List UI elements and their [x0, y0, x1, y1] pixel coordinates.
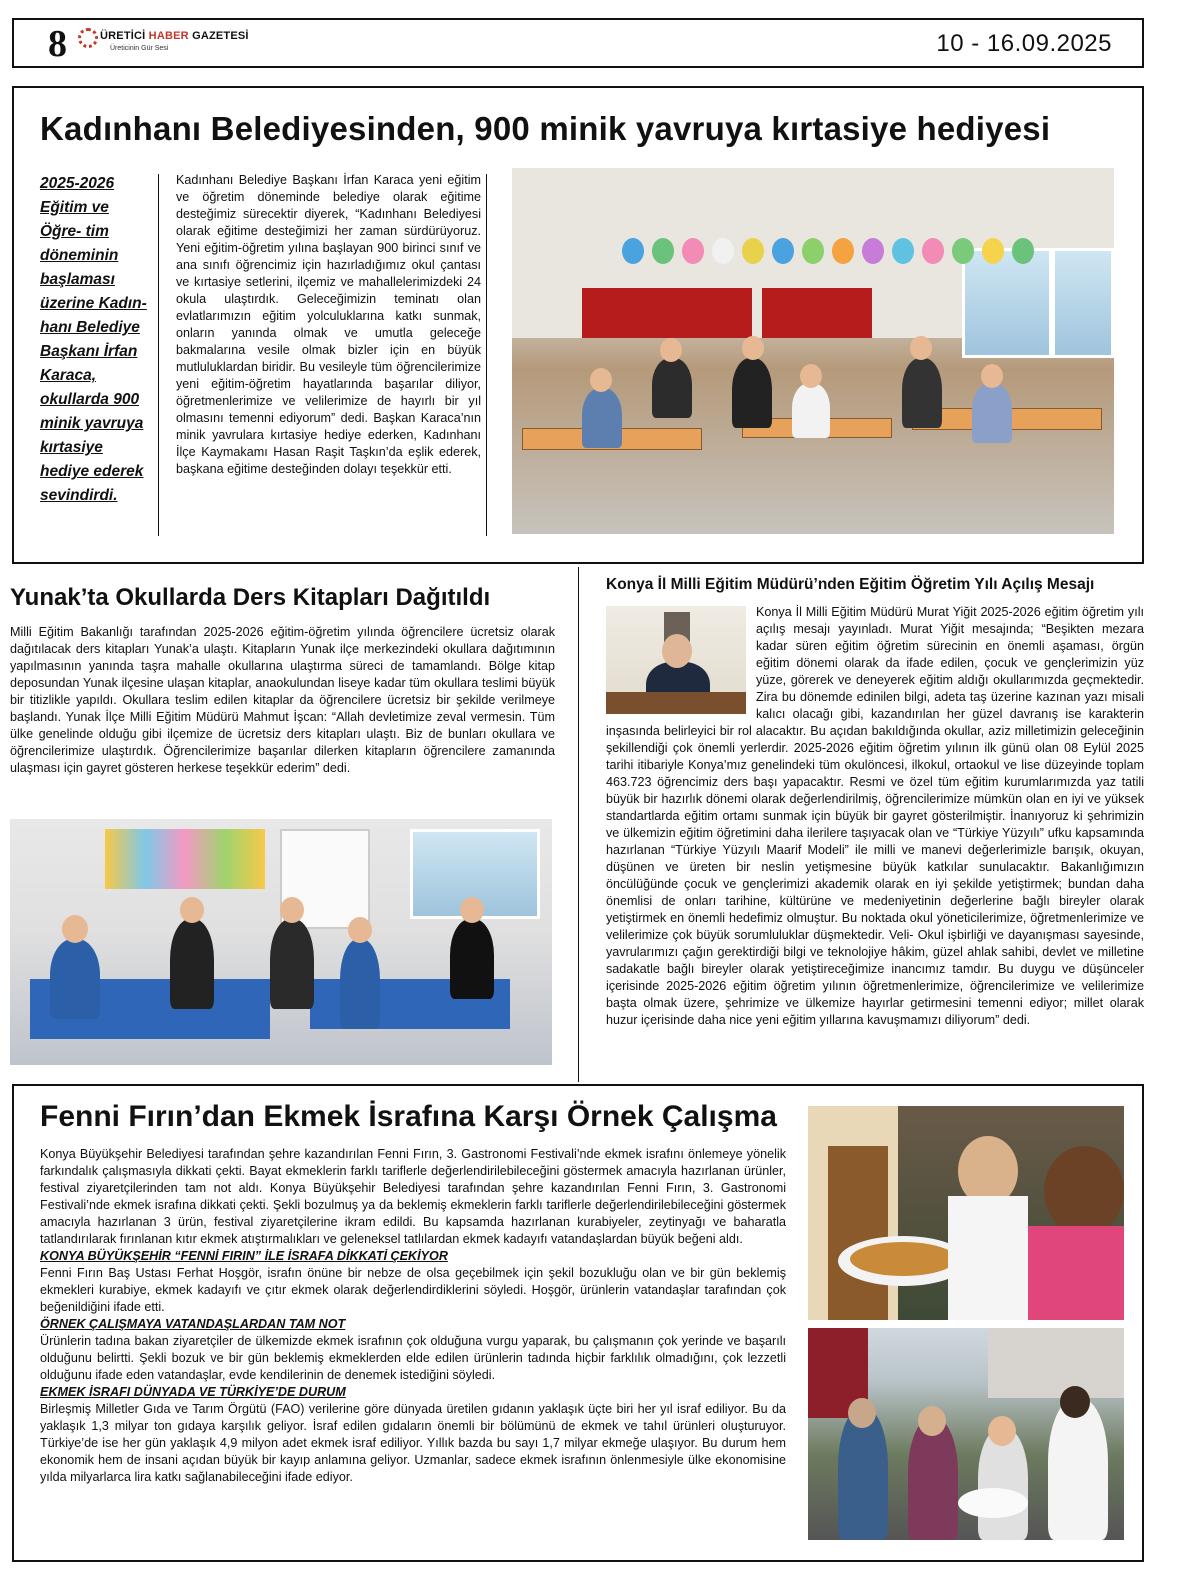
festival-crowd-photo — [808, 1328, 1124, 1540]
subheading: EKMEK İSRAFI DÜNYADA VE TÜRKİYE’DE DURUM — [40, 1385, 346, 1399]
paragraph: Ürünlerin tadına bakan ziyaretçiler de ülkemizde ekmek israfının çok olduğuna vurgu yaparak, bu çalışmanın çok yerinde ve başarılı olduğunu belirtti. Şekli bozuk ve bir gün beklemiş ekmeklerden elde edilen ürünlerin tadında hiçbir farklılık olmadığını, çok lezzetli olduğunu ifade eden vatandaşlar, evde kendilerinin de denemek istediğini söyledi. — [40, 1334, 786, 1382]
article-headline: Yunak’ta Okullarda Ders Kitapları Dağıtıldı — [10, 584, 491, 611]
column-divider — [578, 567, 579, 1082]
paragraph: Birleşmiş Milletler Gıda ve Tarım Örgütü (FAO) verilerine göre dünyada üretilen gıdanın yaklaşık üçte biri her yıl israf ediliyor. Bu da yaklaşık 1,3 milyar ton gıdaya karşılık geliyor. İsraf edilen gıdaların önemli bir bölümünü de ekmek ve tahıl ürünleri oluşturuyor. Türkiye’de ise her gün yaklaşık 4,9 milyon adet ekmek israf ediliyor. Yıllık bazda bu sayı 1,7 milyar ekmeğe ulaşıyor. Bu durum hem ekonomik hem de insani açıdan büyük bir kayıp anlamına geliyor. Uzmanlar, sadece ekmek israfının önlenmesiyle ülke ekonomisine yılda milyarlarca lira katkı sağlanabileceğini ifade ediyor. — [40, 1402, 786, 1484]
newspaper-logo — [100, 30, 249, 42]
article-body — [40, 1146, 786, 1486]
yunak-classroom-photo — [10, 819, 552, 1065]
page-header — [12, 18, 1144, 68]
article-body: Kadınhanı Belediye Başkanı İrfan Karaca yeni eğitim ve öğretim döneminde belediye olarak eğitime desteğimiz sürecektir diyerek, “Kadınhanı Belediyesi olarak eğitime desteğimizi her zaman sürdürüyoruz. Yeni eğitim-öğretim yılına başlayan 900 birinci sınıf ve ana sınıfı öğrencimiz için hazırladığımız okul çantası ve kırtasiye setlerini, ilçemiz ve mahallelerimizdeki 24 okula ulaştırdık. Geleceğimizin teminatı olan evlatlarımızın eğitim yolculuklarına katkı sunmak, onların yanında olmak ve umutla geleceğe bakmalarına vesile olmak bizler için en büyük mutluluklardan biridir. Bu vesileyle tüm öğrencilerimize yeni eğitim-öğretim hayatlarında başarılar diliyor, öğretmenlerimize ve velilerimize de hayırlı bir yıl olmasını temenni ediyorum” dedi. Başkan Karaca’nın minik yavrulara kırtasiye hediye ederken, Kadınhanı İlçe Kaymakamı Hasan Raşit Taşkın’da eşlik ederek, başkana eğitime desteğinden dolayı teşekkür etti. — [176, 173, 481, 476]
newspaper-slogan: Üreticinin Gür Sesi — [110, 45, 169, 52]
article-body — [606, 604, 1144, 1029]
bakery-treats-photo — [808, 1106, 1124, 1320]
article-body: Milli Eğitim Bakanlığı tarafından 2025-2026 eğitim-öğretim yılında öğrencilere ücretsiz olarak dağıtılacak ders kitapları Yunak’a ulaştı. Kitapların Yunak ilçe merkezindeki okullara dağıtımının yapılmasının yanında taşra mahalle okullarına ulaştırma süreci de tamamlandı. Bölge kitap deposundan Yunak ilçesine ulaşan kitaplar, anaokulundan liseye kadar tüm okullara teslimi büyük bir titizlikle yapıldı. Okullara teslim edilen kitaplar da öğrencilere ücretsiz bir şekilde verilmeye başlandı. Yunak İlçe Milli Eğitim Müdürü Mahmut İşcan: “Allah devletimize zeval vermesin. Tüm ülke genelinde olduğu gibi ilçemize de ücretsiz ders kitapları ulaştı. Biz de bunları okullara ve öğrencilerimize ulaştırdık. Öğrencilerimize başarılar dilerken kitapların öğrencilere zamanında ulaşması için gayret gösteren herkese teşekkür ederim” dedi. — [10, 625, 555, 775]
article-lead: 2025-2026 Eğitim ve Öğre- tim döneminin başlaması üzerine Kadın- hanı Belediye Başkanı İrfan Karaca, okullarda 900 minik yavruya kırtasiye hediye ederek sevindirdi. — [40, 175, 147, 504]
article-text: Konya İl Milli Eğitim Müdürü Murat Yiğit 2025-2026 eğitim öğretim yılı açılış mesajı yayınladı. Murat Yiğit mesajında; “Beşikten mezara kadar süren eğitim öğretim sürecinin en önemli aşaması, örgün eğitim dönemi olarak da ifade edilen, çocuk ve gençlerimizin yüz yüze, görerek ve deneyerek eğitim aldığı okullarımızda geçmektedir. Zira bu dönemde edinilen bilgi, adeta taş üzerine kazınan yazı misali kalıcı olacağı gibi, kazandırılan her güzel davranış ise karakterin inşasında belirleyici bir rol alacaktır. Bu açıdan bakıldığında okullar, aziz milletimizin geleceğinin şekillendiği çok önemli yerlerdir. 2025-2026 eğitim öğretim yılının ilk günü olan 08 Eylül 2025 tarihi itibariyle Konya’mız genelindeki tüm okulöncesi, ilkokul, ortaokul ve lise düzeyinde toplam 463.723 öğrencimiz ders başı yapacaktır. Resmi ve özel tüm eğitim kurumlarımızda yaz tatili büyük bir hazırlık dönemi olarak değerlendirilmiş, öğrencilerimize mümkün olan en iyi ve yüksek standartlarda eğitim ortamı sunmak için büyük bir gayret gösterilmiştir. İnanıyoruz ki şehrimizin ve ülkemizin eğitim öğretimini daha ilerilere taşıyacak olan ve “Türkiye Yüzyılı” ufku kapsamında hazırlanan “Türkiye Yüzyılı Maarif Modeli” ile milli ve manevi değerlerimizle barışık, okuyan, düşünen ve üreten bir neslin yetişmesine büyük katkılar sunulacaktır. Bakanlığımızın öncülüğünde çocuk ve gençlerimizi akademik olarak en iyi şekilde yetiştirmek; bundan daha önemlisi de onları tarihine, kültürüne ve medeniyetinin değerlerine bağlı bireyler olarak yetiştirmek en önemli hedefimiz olmuştur. Bu noktada okul yöneticilerimize, öğretmenlerimize ve velilerimize çok büyük sorumluluklar düşmektedir. Veli- Okul işbirliği ve dayanışması sayesinde, yavrularımızı çağın gerektirdiği bilgi ve teknolojiye hâkim, güzel ahlak sahibi, devlet ve milletine sadakatle bağlı bireyler olarak yetiştireceğimize inancımız tamdır. Bu duygu ve düşünceler içerisinde 2025-2026 eğitim öğretim yılının öğretmenlerimize, öğrencilerimize ve velilerimize başta olmak üzere, şehrimize ve ülkemize hayırlar getirmesini temenni ediyor; millet olarak huzur içerisinde daha nice yeni eğitim yıllarına kavuşmamızı diliyorum” dedi. — [606, 605, 1144, 1027]
logo-word-2: HABER — [148, 30, 189, 42]
paragraph: Fenni Fırın Baş Ustası Ferhat Hoşgör, israfın önüne bir nebze de olsa geçebilmek için şekil bozukluğu olan ve bir gün beklemiş ekmekleri kurabiye, ekmek kadayıfı ve çıtır ekmek olarak değerlendirdiklerini söyledi. Hoşgör, ürünlerin vatandaşlar tarafından çok beğenildiğini ifade etti. — [40, 1266, 786, 1314]
classroom-photo — [512, 168, 1114, 534]
article-headline: Fenni Fırın’dan Ekmek İsrafına Karşı Örnek Çalışma — [40, 1100, 777, 1133]
logo-word-3: GAZETESİ — [192, 30, 249, 42]
subheading: ÖRNEK ÇALIŞMAYA VATANDAŞLARDAN TAM NOT — [40, 1317, 346, 1331]
article-headline: Konya İl Milli Eğitim Müdürü’nden Eğitim Öğretim Yılı Açılış Mesajı — [606, 576, 1095, 593]
paragraph: Konya Büyükşehir Belediyesi tarafından şehre kazandırılan Fenni Fırın, 3. Gastronomi Festivali’nde ekmek israfını önlemeye yönelik farkındalık çalışmasıyla dikkati çekti. Bayat ekmeklerin farklı tariflerle değerlendirilebileceğini göstermek amacıyla hazırlanan ürünler, festival ziyaretçilerinden tam not aldı. Konya Büyükşehir Belediyesi tarafından şehre kazandırılan Fenni Fırın, 3. Gastronomi Festivali’nde ekmek israfına dikkati çekti. Şekli bozulmuş ya da beklemiş ekmeklerin farklı tariflerle değerlendirilebileceğini göstermek amacıyla hazırlanan 3 ürün, festival ziyaretçilerine ikram edildi. Bu kapsamda hazırlanan kurabiyeler, zeytinyağı ve baharatla tatlandırılarak fırınlanan kıtır ekmek atıştırmalıkları ve geleneksel tatlılardan ekmek kadayıfı vatandaşlardan büyük beğeni aldı. — [40, 1147, 786, 1246]
column-divider — [486, 174, 487, 536]
column-divider — [158, 174, 159, 536]
director-portrait-photo — [606, 606, 746, 714]
gear-logo-icon — [78, 28, 98, 48]
article-fenni-firin — [12, 1084, 1144, 1562]
article-headline: Kadınhanı Belediyesinden, 900 minik yavruya kırtasiye hediyesi — [40, 110, 1051, 147]
article-kadinhani — [12, 86, 1144, 564]
logo-word-1: ÜRETİCİ — [100, 30, 146, 42]
issue-date: 10 - 16.09.2025 — [936, 30, 1112, 57]
subheading: KONYA BÜYÜKŞEHİR “FENNİ FIRIN” İLE İSRAFA DİKKATİ ÇEKİYOR — [40, 1249, 448, 1263]
page-number: 8 — [48, 23, 67, 65]
